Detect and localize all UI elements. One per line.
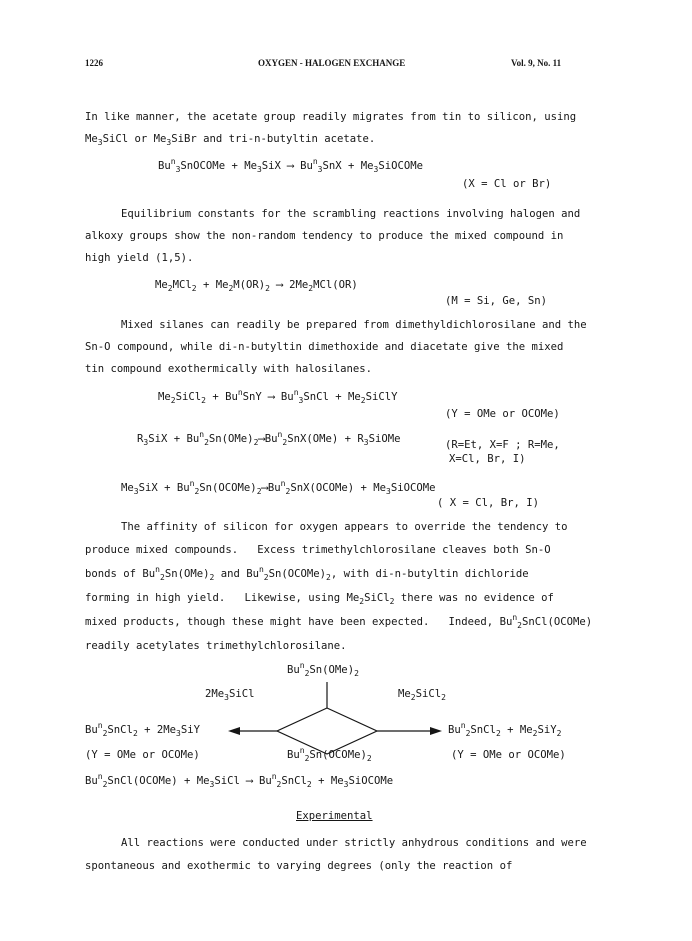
equation: $R_3SiX$ + $Bu^n_2Sn(OMe)_2⟶Bu^n_2SnX(OMe)$ + $R_3SiOMe$ xyxy=(137,430,401,447)
scheme-left-product: $Bu^n_2SnCl_2 + 2Me_3SiY$ xyxy=(85,721,201,738)
volume-info: Vol. 9, No. 11 xyxy=(511,58,562,68)
paragraph-line: Equilibrium constants for the scrambling reactions involving halogen and xyxy=(121,208,581,220)
paragraph-line: high yield (1,5). xyxy=(85,252,194,264)
equation: $Me_3SiX$ + $Bu^n_2Sn(OCOMe)_2⟶Bu^n_2SnX(OCOMe)$ + $Me_3SiOCOMe$ xyxy=(121,479,436,496)
scheme-bottom-compound: $Bu^n_2Sn(OCOMe)_2$ xyxy=(287,746,372,763)
equation-condition: X=Cl, Br, I) xyxy=(449,453,526,465)
running-title: OXYGEN - HALOGEN EXCHANGE xyxy=(258,58,406,68)
scheme-right-note: (Y = OMe or OCOMe) xyxy=(451,749,566,761)
scheme-final-equation: $Bu^n_2SnCl(OCOMe)$ + $Me_3SiCl$ ⟶ $Bu^n_2SnCl_2$ + $Me_3SiOCOMe$ xyxy=(85,772,394,789)
equation: $Me_2SiCl_2 + Bu^nSnY$ ⟶ $Bu^n_3SnCl$ + $Me_2SiClY$ xyxy=(158,388,398,405)
paragraph-line: tin compound exothermically with halosilanes. xyxy=(85,363,373,375)
paragraph-line: spontaneous and exothermic to varying degrees (only the reaction of xyxy=(85,860,513,872)
paragraph-line: In like manner, the acetate group readily migrates from tin to silicon, using xyxy=(85,111,577,123)
paragraph-line: forming in high yield. Likewise, using $Me_2SiCl_2$ there was no evidence of xyxy=(85,592,554,606)
scheme-right-reagent: $Me_2SiCl_2$ xyxy=(398,688,446,702)
scheme-left-reagent: $2Me_3SiCl$ xyxy=(205,688,255,702)
page-number: 1226 xyxy=(85,58,103,68)
scheme-left-note: (Y = OMe or OCOMe) xyxy=(85,749,200,761)
equation-condition: (X = Cl or Br) xyxy=(462,178,552,190)
scheme-right-product: $Bu^n_2SnCl_2 + Me_2SiY_2$ xyxy=(448,721,562,738)
paragraph-line: Mixed silanes can readily be prepared from dimethyldichlorosilane and the xyxy=(121,319,587,331)
equation-condition: (M = Si, Ge, Sn) xyxy=(445,295,548,307)
paragraph-line: readily acetylates trimethylchlorosilane. xyxy=(85,640,347,652)
equation-condition: (R=Et, X=F ; R=Me, xyxy=(445,439,560,451)
paragraph-line: alkoxy groups show the non-random tendency to produce the mixed compound in xyxy=(85,230,564,242)
section-heading: Experimental xyxy=(296,810,373,822)
paragraph-line: $Me_3SiCl$ or $Me_3SiBr$ and tri-n-butyltin acetate. xyxy=(85,133,376,147)
paragraph-line: bonds of $Bu^n_2Sn(OMe)_2$ and $Bu^n_2Sn(OCOMe)_2$, with di-n-butyltin dichloride xyxy=(85,565,529,582)
paragraph-line: produce mixed compounds. Excess trimethylchlorosilane cleaves both Sn-O xyxy=(85,544,551,556)
paragraph-line: All reactions were conducted under strictly anhydrous conditions and were xyxy=(121,837,587,849)
paragraph-line: mixed products, though these might have been expected. Indeed, $Bu^n_2SnCl(OCOMe)$ xyxy=(85,613,593,630)
equation: $Me_2MCl_2 + Me_2M(OR)_2$ ⟶ $2Me_2MCl(OR)$ xyxy=(155,279,358,293)
equation-condition: ( X = Cl, Br, I) xyxy=(437,497,540,509)
paragraph-line: Sn-O compound, while di-n-butyltin dimethoxide and diacetate give the mixed xyxy=(85,341,564,353)
equation-condition: (Y = OMe or OCOMe) xyxy=(445,408,560,420)
paragraph-line: The affinity of silicon for oxygen appears to override the tendency to xyxy=(121,521,568,533)
scheme-top-compound: $Bu^n_2Sn(OMe)_2$ xyxy=(287,661,359,678)
equation: $Bu^n_3SnOCOMe + Me_3SiX$ ⟶ $Bu^n_3SnX$ + $Me_3SiOCOMe$ xyxy=(158,157,423,174)
